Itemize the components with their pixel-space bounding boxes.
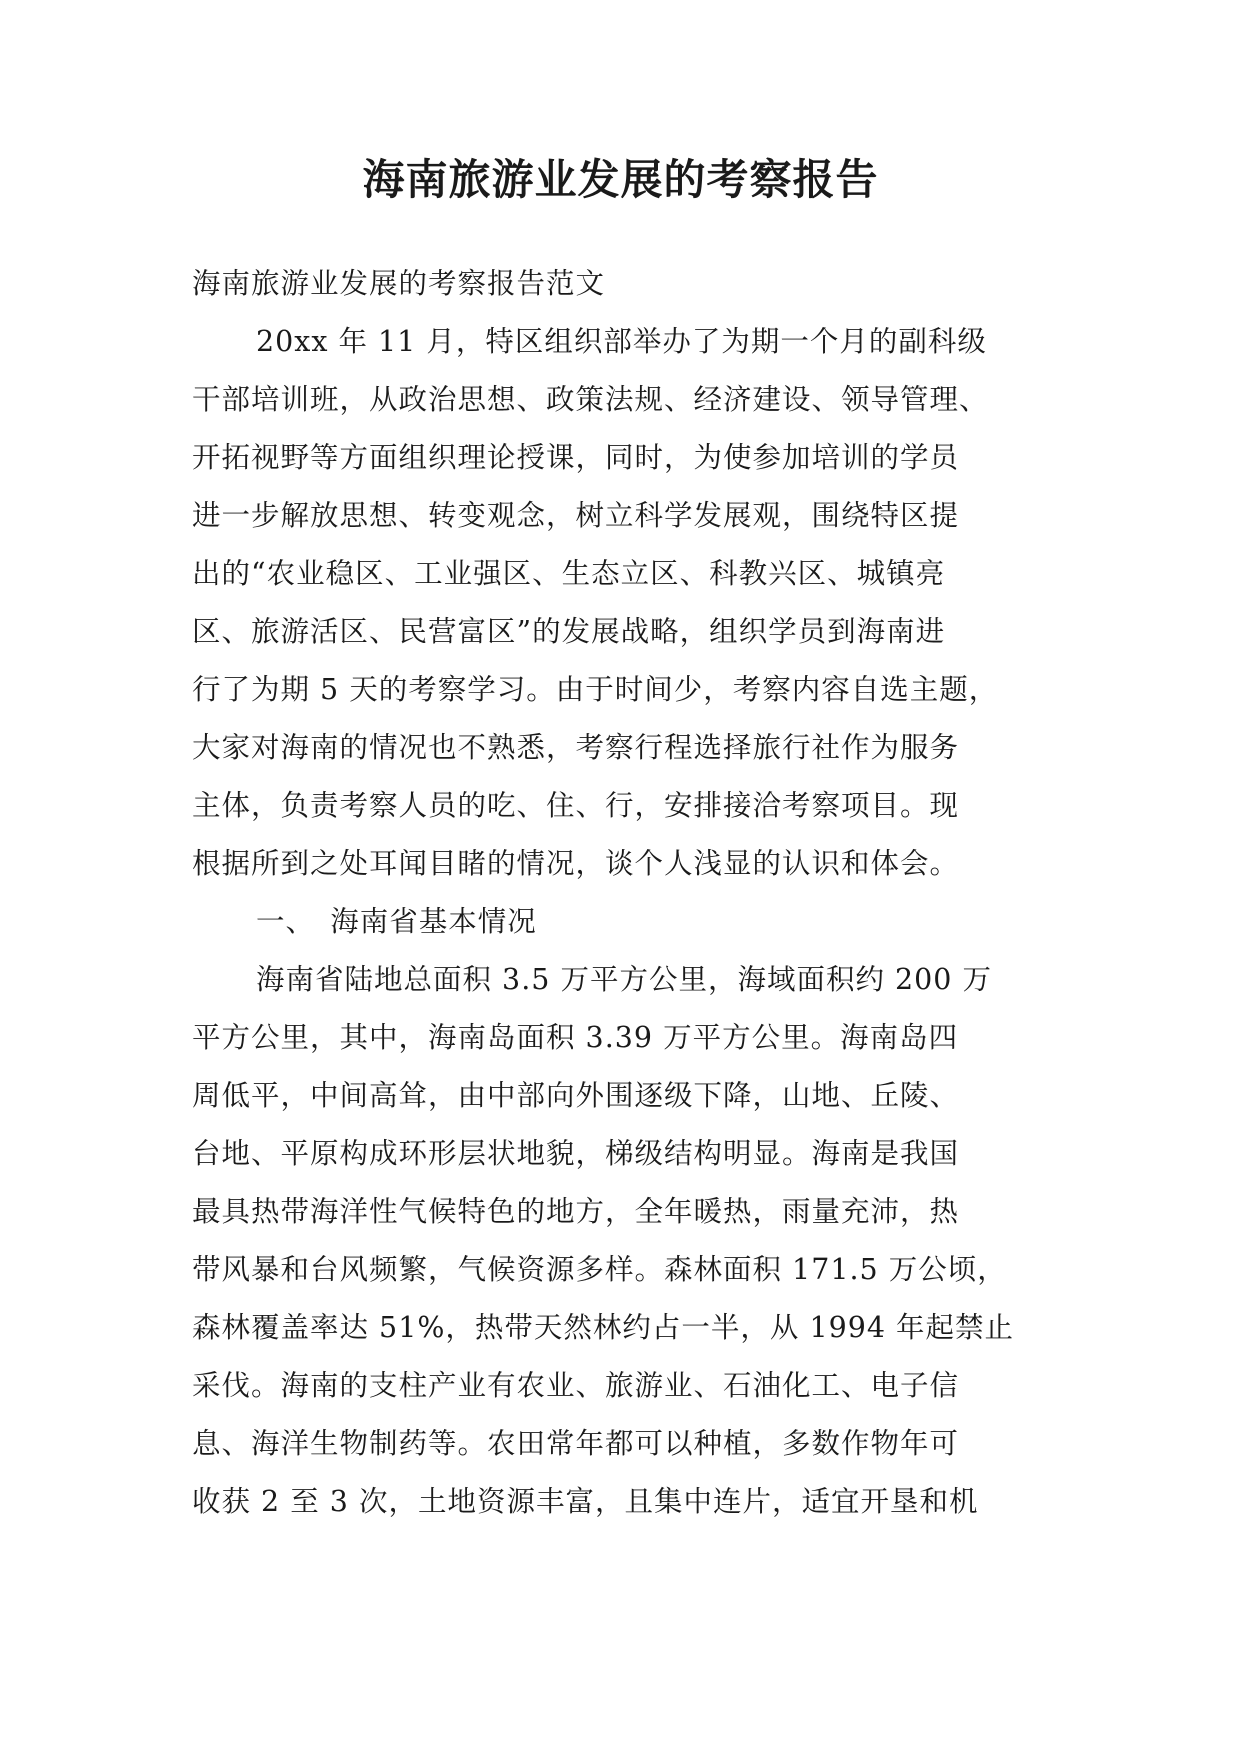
paragraph-line: 干部培训班，从政治思想、政策法规、经济建设、领导管理、 [192,383,989,416]
paragraph-line: 收获 2 至 3 次，土地资源丰富，且集中连片，适宜开垦和机 [192,1485,979,1518]
paragraph-line: 平方公里，其中，海南岛面积 3.39 万平方公里。海南岛四 [192,1021,959,1054]
paragraph-line: 周低平，中间高耸，由中部向外围逐级下降，山地、丘陵、 [192,1079,960,1112]
paragraph-line: 进一步解放思想、转变观念，树立科学发展观，围绕特区提 [192,499,960,532]
paragraph-line: 带风暴和台风频繁，气候资源多样。森林面积 171.5 万公顷， [192,1253,1007,1286]
subtitle-line: 海南旅游业发展的考察报告范文 [192,267,606,300]
paragraph-line: 开拓视野等方面组织理论授课，同时，为使参加培训的学员 [192,441,960,474]
paragraph-line: 森林覆盖率达 51%，热带天然林约占一半，从 1994 年起禁止 [192,1311,1015,1344]
document-title: 海南旅游业发展的考察报告 [362,155,879,204]
section-heading: 一、 海南省基本情况 [256,905,537,938]
paragraph-line: 采伐。海南的支柱产业有农业、旅游业、石油化工、电子信 [192,1369,960,1402]
paragraph-line: 海南省陆地总面积 3.5 万平方公里，海域面积约 200 万 [256,963,992,996]
paragraph-line: 出的“农业稳区、工业强区、生态立区、科教兴区、城镇亮 [192,557,946,590]
paragraph-line: 20xx 年 11 月，特区组织部举办了为期一个月的副科级 [256,325,987,358]
paragraph-line: 息、海洋生物制药等。农田常年都可以种植，多数作物年可 [192,1427,960,1460]
paragraph-line: 根据所到之处耳闻目睹的情况，谈个人浅显的认识和体会。 [192,847,960,880]
paragraph-line: 行了为期 5 天的考察学习。由于时间少，考察内容自选主题， [192,673,999,706]
paragraph-line: 台地、平原构成环形层状地貌，梯级结构明显。海南是我国 [192,1137,960,1170]
paragraph-line: 主体，负责考察人员的吃、住、行，安排接洽考察项目。现 [192,789,960,822]
paragraph-line: 大家对海南的情况也不熟悉，考察行程选择旅行社作为服务 [192,731,960,764]
document-body [192,255,1052,1531]
paragraph-line: 最具热带海洋性气候特色的地方，全年暖热，雨量充沛，热 [192,1195,960,1228]
paragraph-line: 区、旅游活区、民营富区”的发展战略，组织学员到海南进 [192,615,946,648]
